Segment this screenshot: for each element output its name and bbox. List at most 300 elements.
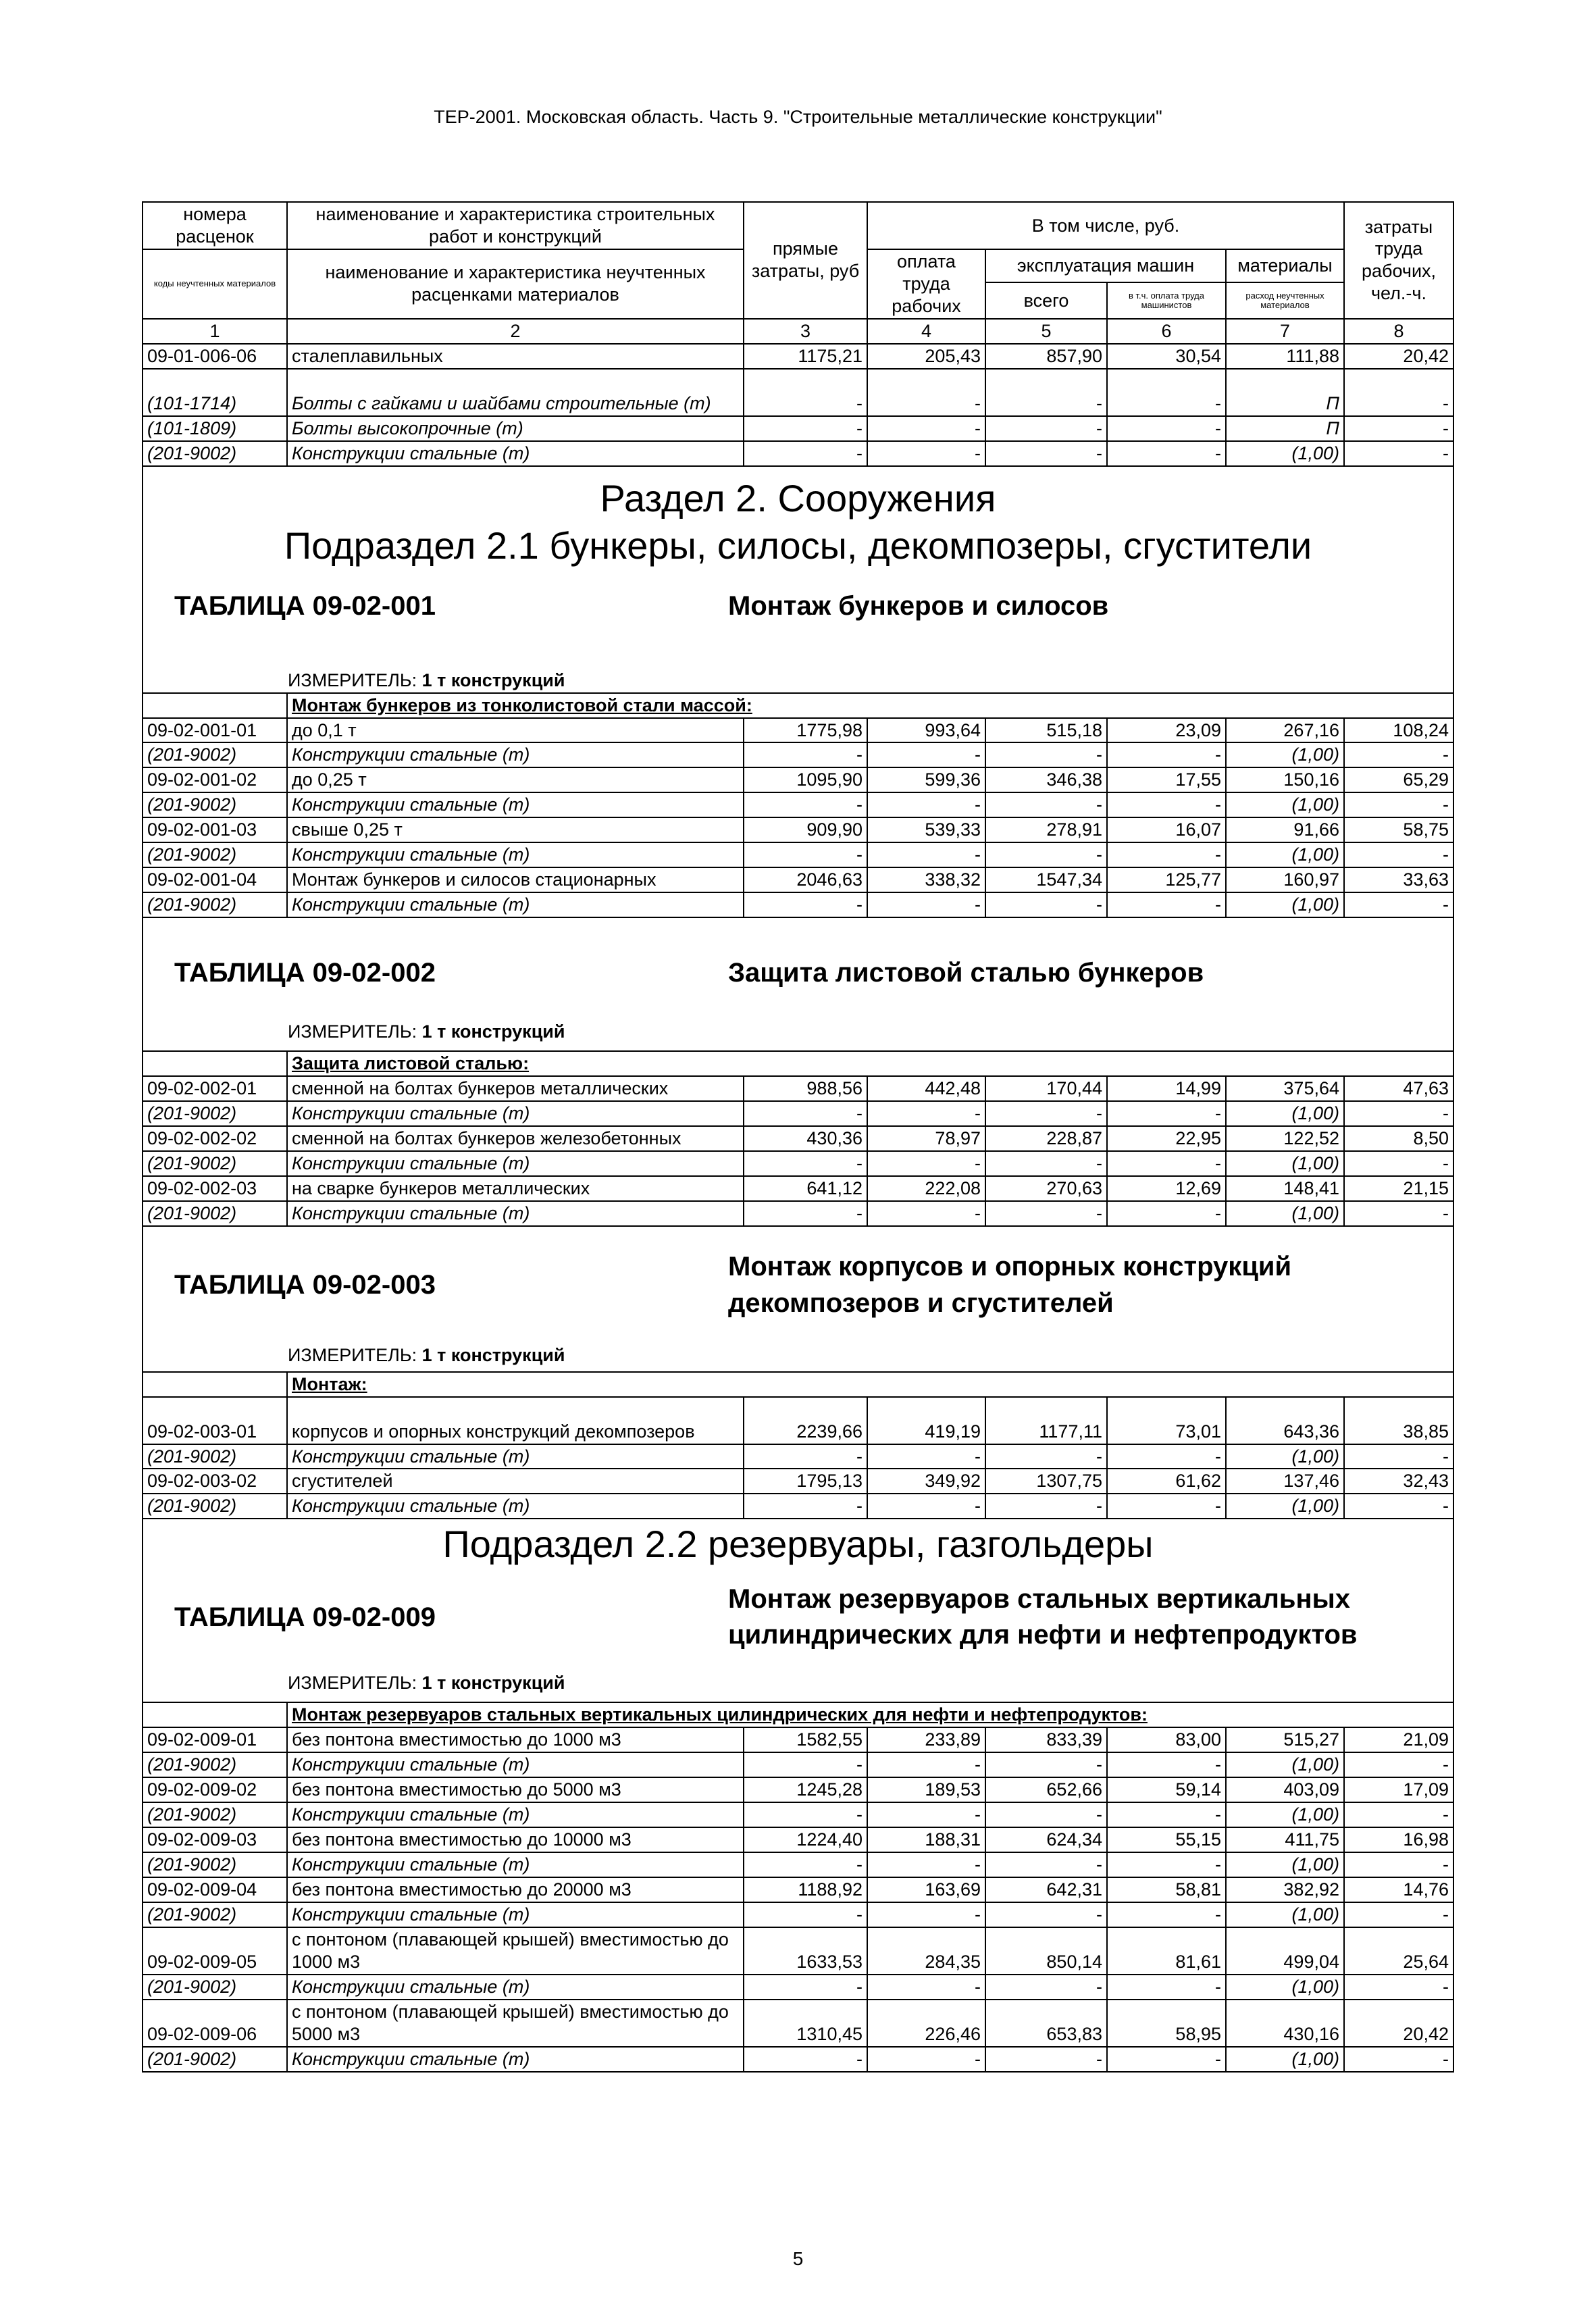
wage-cost: 284,35: [867, 1927, 985, 1975]
wage-cost: -: [867, 1494, 985, 1519]
labor-hours: 17,09: [1344, 1777, 1453, 1802]
machinists-wage: 55,15: [1107, 1827, 1226, 1852]
group-title: Защита листовой сталью:: [287, 1051, 1453, 1076]
table-description: Защита листовой сталью бункеров: [728, 957, 1204, 988]
price-table-body: [143, 202, 1453, 2072]
meter: [143, 1019, 1453, 1044]
direct-cost: -: [744, 2047, 867, 2072]
labor-hours: -: [1344, 416, 1453, 441]
header-materials: материалы: [1226, 249, 1344, 282]
machines-total: -: [985, 1151, 1107, 1176]
machines-total: 270,63: [985, 1176, 1107, 1201]
labor-hours: 20,42: [1344, 2000, 1453, 2047]
labor-hours: 14,76: [1344, 1877, 1453, 1902]
direct-cost: 430,36: [744, 1126, 867, 1151]
rate-code: 09-02-009-02: [143, 1777, 287, 1802]
machines-total: 1177,11: [985, 1397, 1107, 1444]
machinists-wage: 17,55: [1107, 767, 1226, 792]
materials-cost: 137,46: [1226, 1469, 1344, 1494]
rate-row: [143, 767, 1453, 792]
material-code: (201-9002): [143, 742, 287, 767]
materials-cost: 430,16: [1226, 2000, 1344, 2047]
subsection-title: Подраздел 2.1 бункеры, силосы, декомпозеры, сгустители: [284, 524, 1312, 567]
direct-cost: 1224,40: [744, 1827, 867, 1852]
materials-cost: 91,66: [1226, 817, 1344, 842]
meter-label: ИЗМЕРИТЕЛЬ:: [288, 1021, 417, 1042]
materials-cost: (1,00): [1226, 1752, 1344, 1777]
column-number: 1: [143, 319, 287, 344]
machines-total: 170,44: [985, 1076, 1107, 1101]
material-name: Конструкции стальные (т): [287, 1494, 744, 1519]
materials-cost: (1,00): [1226, 1802, 1344, 1827]
work-name: с понтоном (плавающей крышей) вместимостью до 1000 м3: [287, 1927, 744, 1975]
rate-code: 09-02-001-03: [143, 817, 287, 842]
rate-row: [143, 2000, 1453, 2047]
materials-cost: 499,04: [1226, 1927, 1344, 1975]
work-name: корпусов и опорных конструкций декомпозеров: [287, 1397, 744, 1444]
materials-cost: 643,36: [1226, 1397, 1344, 1444]
machines-total: -: [985, 1444, 1107, 1469]
table-block: [143, 1519, 1453, 1702]
table-id: ТАБЛИЦА 09-02-001: [174, 591, 436, 621]
material-row: [143, 1975, 1453, 2000]
machines-total: -: [985, 1201, 1107, 1226]
machinists-wage: -: [1107, 1151, 1226, 1176]
header-labor: затраты труда рабочих, чел.-ч.: [1344, 202, 1453, 319]
material-code: (201-9002): [143, 441, 287, 466]
labor-hours: -: [1344, 1752, 1453, 1777]
section-block: [143, 466, 1453, 693]
machines-total: -: [985, 1494, 1107, 1519]
wage-cost: -: [867, 842, 985, 867]
wage-cost: -: [867, 892, 985, 917]
group-row-blank: [143, 1702, 287, 1727]
direct-cost: -: [744, 1902, 867, 1927]
material-name: Болты высокопрочные (т): [287, 416, 744, 441]
group-title: Монтаж резервуаров стальных вертикальных цилиндрических для нефти и нефтепродуктов:: [287, 1702, 1453, 1727]
column-number: 4: [867, 319, 985, 344]
labor-hours: -: [1344, 2047, 1453, 2072]
machines-total: 653,83: [985, 2000, 1107, 2047]
material-code: (201-9002): [143, 1494, 287, 1519]
material-name: Конструкции стальные (т): [287, 892, 744, 917]
machines-total: -: [985, 842, 1107, 867]
rate-row: [143, 1727, 1453, 1752]
machines-total: -: [985, 1902, 1107, 1927]
material-name: Конструкции стальные (т): [287, 1975, 744, 2000]
machines-total: -: [985, 792, 1107, 817]
material-name: Конструкции стальные (т): [287, 1852, 744, 1877]
labor-hours: 21,15: [1344, 1176, 1453, 1201]
meter-value: 1 т конструкций: [421, 669, 565, 690]
wage-cost: 539,33: [867, 817, 985, 842]
group-row-blank: [143, 1051, 287, 1076]
work-name: без понтона вместимостью до 10000 м3: [287, 1827, 744, 1852]
machines-total: -: [985, 1101, 1107, 1126]
materials-cost: (1,00): [1226, 1975, 1344, 2000]
table-id: ТАБЛИЦА 09-02-009: [174, 1602, 436, 1632]
direct-cost: 1245,28: [744, 1777, 867, 1802]
machinists-wage: 61,62: [1107, 1469, 1226, 1494]
header-name-top: наименование и характеристика строительных работ и конструкций: [287, 202, 744, 249]
labor-hours: 33,63: [1344, 867, 1453, 892]
header-incl: В том числе, руб.: [867, 202, 1344, 249]
material-row: [143, 2047, 1453, 2072]
rate-code: 09-02-003-02: [143, 1469, 287, 1494]
machines-total: -: [985, 742, 1107, 767]
work-name: без понтона вместимостью до 5000 м3: [287, 1777, 744, 1802]
rate-row: [143, 1827, 1453, 1852]
labor-hours: 20,42: [1344, 344, 1453, 369]
rate-row: [143, 867, 1453, 892]
labor-hours: 108,24: [1344, 718, 1453, 743]
rate-row: [143, 718, 1453, 743]
direct-cost: -: [744, 416, 867, 441]
material-code: (201-9002): [143, 1802, 287, 1827]
wage-cost: 189,53: [867, 1777, 985, 1802]
direct-cost: -: [744, 792, 867, 817]
material-row: [143, 1852, 1453, 1877]
labor-hours: 16,98: [1344, 1827, 1453, 1852]
machines-total: 850,14: [985, 1927, 1107, 1975]
machinists-wage: -: [1107, 1201, 1226, 1226]
materials-cost: 150,16: [1226, 767, 1344, 792]
machines-total: -: [985, 441, 1107, 466]
machines-total: 642,31: [985, 1877, 1107, 1902]
section-title: Раздел 2. Сооружения: [600, 476, 996, 519]
rate-row: [143, 1397, 1453, 1444]
meter-label: ИЗМЕРИТЕЛЬ:: [288, 669, 417, 690]
direct-cost: -: [744, 1201, 867, 1226]
direct-cost: 1310,45: [744, 2000, 867, 2047]
table-block: [143, 917, 1453, 1051]
wage-cost: -: [867, 416, 985, 441]
rate-row: [143, 344, 1453, 369]
rate-code: 09-02-002-02: [143, 1126, 287, 1151]
material-row: [143, 792, 1453, 817]
material-code: (201-9002): [143, 1852, 287, 1877]
column-number: 7: [1226, 319, 1344, 344]
header-machines-total: всего: [985, 282, 1107, 318]
wage-cost: 226,46: [867, 2000, 985, 2047]
table-block: [143, 1226, 1453, 1372]
labor-hours: -: [1344, 892, 1453, 917]
machinists-wage: 58,95: [1107, 2000, 1226, 2047]
rate-code: 09-02-009-03: [143, 1827, 287, 1852]
wage-cost: -: [867, 441, 985, 466]
labor-hours: -: [1344, 1201, 1453, 1226]
table-description: Монтаж корпусов и опорных конструкций декомпозеров и сгустителей: [728, 1252, 1292, 1318]
material-code: (201-9002): [143, 1201, 287, 1226]
work-name: сгустителей: [287, 1469, 744, 1494]
column-number-row: [143, 319, 1453, 344]
header-machines-wage: в т.ч. оплата труда машинистов: [1107, 282, 1226, 318]
labor-hours: 47,63: [1344, 1076, 1453, 1101]
column-number: 3: [744, 319, 867, 344]
labor-hours: 21,09: [1344, 1727, 1453, 1752]
work-name: до 0,25 т: [287, 767, 744, 792]
group-row: [143, 1051, 1453, 1076]
header-wage: оплата труда рабочих: [867, 249, 985, 319]
materials-cost: (1,00): [1226, 1151, 1344, 1176]
rate-row: [143, 817, 1453, 842]
table-id: ТАБЛИЦА 09-02-003: [174, 1270, 436, 1300]
machines-total: 624,34: [985, 1827, 1107, 1852]
wage-cost: 188,31: [867, 1827, 985, 1852]
machines-total: -: [985, 1802, 1107, 1827]
column-number: 2: [287, 319, 744, 344]
labor-hours: -: [1344, 1101, 1453, 1126]
work-name: сталеплавильных: [287, 344, 744, 369]
materials-cost: (1,00): [1226, 792, 1344, 817]
labor-hours: 32,43: [1344, 1469, 1453, 1494]
machinists-wage: -: [1107, 441, 1226, 466]
rate-row: [143, 1176, 1453, 1201]
labor-hours: -: [1344, 742, 1453, 767]
material-code: (201-9002): [143, 2047, 287, 2072]
labor-hours: -: [1344, 369, 1453, 416]
wage-cost: -: [867, 1752, 985, 1777]
machinists-wage: -: [1107, 1802, 1226, 1827]
rate-code: 09-02-001-04: [143, 867, 287, 892]
table-title: [143, 955, 1204, 991]
wage-cost: -: [867, 742, 985, 767]
group-row: [143, 1702, 1453, 1727]
materials-cost: П: [1226, 369, 1344, 416]
subsection-title: Подраздел 2.2 резервуары, газгольдеры: [442, 1523, 1154, 1566]
material-name: Конструкции стальные (т): [287, 441, 744, 466]
materials-cost: (1,00): [1226, 1201, 1344, 1226]
rate-row: [143, 1126, 1453, 1151]
group-title: Монтаж бункеров из тонколистовой стали массой:: [287, 693, 1453, 718]
header-direct: прямые затраты, руб: [744, 202, 867, 319]
materials-cost: 515,27: [1226, 1727, 1344, 1752]
materials-cost: П: [1226, 416, 1344, 441]
wage-cost: -: [867, 1151, 985, 1176]
wage-cost: 233,89: [867, 1727, 985, 1752]
machinists-wage: 16,07: [1107, 817, 1226, 842]
wage-cost: -: [867, 1975, 985, 2000]
wage-cost: 419,19: [867, 1397, 985, 1444]
table-block-cell: [143, 1226, 1453, 1372]
header-code-bottom: коды неучтенных материалов: [143, 249, 287, 319]
wage-cost: -: [867, 1101, 985, 1126]
rate-code: 09-02-002-03: [143, 1176, 287, 1201]
direct-cost: -: [744, 1752, 867, 1777]
machinists-wage: 14,99: [1107, 1076, 1226, 1101]
wage-cost: -: [867, 1444, 985, 1469]
work-name: без понтона вместимостью до 1000 м3: [287, 1727, 744, 1752]
materials-cost: (1,00): [1226, 842, 1344, 867]
material-row: [143, 742, 1453, 767]
materials-cost: 160,97: [1226, 867, 1344, 892]
materials-cost: (1,00): [1226, 1444, 1344, 1469]
material-row: [143, 369, 1453, 416]
machinists-wage: 81,61: [1107, 1927, 1226, 1975]
table-block-cell: [143, 917, 1453, 1051]
meter: [143, 1671, 1453, 1695]
work-name: Монтаж бункеров и силосов стационарных: [287, 867, 744, 892]
materials-cost: 403,09: [1226, 1777, 1344, 1802]
direct-cost: 1188,92: [744, 1877, 867, 1902]
column-number: 5: [985, 319, 1107, 344]
group-row: [143, 1372, 1453, 1397]
material-row: [143, 1802, 1453, 1827]
wage-cost: -: [867, 2047, 985, 2072]
materials-cost: 375,64: [1226, 1076, 1344, 1101]
machinists-wage: 59,14: [1107, 1777, 1226, 1802]
labor-hours: 8,50: [1344, 1126, 1453, 1151]
rate-code: 09-02-003-01: [143, 1397, 287, 1444]
material-name: Конструкции стальные (т): [287, 1201, 744, 1226]
labor-hours: -: [1344, 842, 1453, 867]
rate-code: 09-02-009-01: [143, 1727, 287, 1752]
work-name: до 0,1 т: [287, 718, 744, 743]
table-block-cell: [143, 1519, 1453, 1702]
direct-cost: 1175,21: [744, 344, 867, 369]
rate-code: 09-02-009-05: [143, 1927, 287, 1975]
machinists-wage: 22,95: [1107, 1126, 1226, 1151]
material-row: [143, 842, 1453, 867]
material-name: Конструкции стальные (т): [287, 1101, 744, 1126]
machinists-wage: -: [1107, 742, 1226, 767]
material-row: [143, 416, 1453, 441]
machines-total: 346,38: [985, 767, 1107, 792]
table-title: [143, 1581, 1453, 1653]
material-row: [143, 1151, 1453, 1176]
direct-cost: 641,12: [744, 1176, 867, 1201]
wage-cost: 599,36: [867, 767, 985, 792]
machines-total: 278,91: [985, 817, 1107, 842]
direct-cost: -: [744, 369, 867, 416]
table-description: Монтаж бункеров и силосов: [728, 590, 1109, 621]
materials-cost: (1,00): [1226, 1902, 1344, 1927]
material-code: (101-1809): [143, 416, 287, 441]
work-name: на сварке бункеров металлических: [287, 1176, 744, 1201]
meter-label: ИЗМЕРИТЕЛЬ:: [288, 1673, 417, 1694]
rate-code: 09-02-001-02: [143, 767, 287, 792]
material-name: Конструкции стальные (т): [287, 1802, 744, 1827]
labor-hours: -: [1344, 1444, 1453, 1469]
materials-cost: (1,00): [1226, 1494, 1344, 1519]
machinists-wage: -: [1107, 369, 1226, 416]
material-code: (201-9002): [143, 1975, 287, 2000]
table-description: Монтаж резервуаров стальных вертикальных цилиндрических для нефти и нефтепродуктов: [728, 1584, 1358, 1650]
direct-cost: 2239,66: [744, 1397, 867, 1444]
machinists-wage: -: [1107, 1975, 1226, 2000]
direct-cost: -: [744, 1151, 867, 1176]
materials-cost: (1,00): [1226, 1101, 1344, 1126]
group-row-blank: [143, 693, 287, 718]
materials-cost: 267,16: [1226, 718, 1344, 743]
wage-cost: 338,32: [867, 867, 985, 892]
machines-total: -: [985, 1975, 1107, 2000]
direct-cost: -: [744, 1494, 867, 1519]
direct-cost: -: [744, 892, 867, 917]
wage-cost: -: [867, 1852, 985, 1877]
work-name: свыше 0,25 т: [287, 817, 744, 842]
meter: [143, 1343, 1453, 1367]
material-row: [143, 1752, 1453, 1777]
machinists-wage: 30,54: [1107, 344, 1226, 369]
meter-value: 1 т конструкций: [421, 1673, 565, 1694]
rate-row: [143, 1877, 1453, 1902]
material-name: Конструкции стальные (т): [287, 2047, 744, 2072]
material-row: [143, 1444, 1453, 1469]
machinists-wage: 58,81: [1107, 1877, 1226, 1902]
material-row: [143, 1902, 1453, 1927]
machinists-wage: -: [1107, 892, 1226, 917]
materials-cost: 148,41: [1226, 1176, 1344, 1201]
material-row: [143, 1201, 1453, 1226]
material-code: (201-9002): [143, 842, 287, 867]
direct-cost: -: [744, 441, 867, 466]
machinists-wage: -: [1107, 1752, 1226, 1777]
machinists-wage: 12,69: [1107, 1176, 1226, 1201]
material-code: (201-9002): [143, 1444, 287, 1469]
direct-cost: -: [744, 742, 867, 767]
header-machines: эксплуатация машин: [985, 249, 1226, 282]
direct-cost: 988,56: [744, 1076, 867, 1101]
wage-cost: 442,48: [867, 1076, 985, 1101]
direct-cost: 1095,90: [744, 767, 867, 792]
material-code: (201-9002): [143, 1752, 287, 1777]
materials-cost: (1,00): [1226, 441, 1344, 466]
wage-cost: 222,08: [867, 1176, 985, 1201]
direct-cost: -: [744, 1852, 867, 1877]
labor-hours: 25,64: [1344, 1927, 1453, 1975]
direct-cost: -: [744, 1101, 867, 1126]
direct-cost: -: [744, 1802, 867, 1827]
header-materials-sub: расход неучтенных материалов: [1226, 282, 1344, 318]
wage-cost: 993,64: [867, 718, 985, 743]
materials-cost: (1,00): [1226, 742, 1344, 767]
machinists-wage: -: [1107, 1444, 1226, 1469]
material-row: [143, 892, 1453, 917]
material-row: [143, 1494, 1453, 1519]
materials-cost: 122,52: [1226, 1126, 1344, 1151]
material-name: Болты с гайками и шайбами строительные (т): [287, 369, 744, 416]
meter-label: ИЗМЕРИТЕЛЬ:: [288, 1344, 417, 1365]
section-block-cell: [143, 466, 1453, 693]
machines-total: 1307,75: [985, 1469, 1107, 1494]
machines-total: -: [985, 892, 1107, 917]
materials-cost: (1,00): [1226, 1852, 1344, 1877]
rate-code: 09-02-009-06: [143, 2000, 287, 2047]
wage-cost: -: [867, 1902, 985, 1927]
machinists-wage: -: [1107, 2047, 1226, 2072]
work-name: без понтона вместимостью до 20000 м3: [287, 1877, 744, 1902]
wage-cost: -: [867, 1802, 985, 1827]
header-code-top: номера расценок: [143, 202, 287, 249]
labor-hours: -: [1344, 441, 1453, 466]
labor-hours: 65,29: [1344, 767, 1453, 792]
machines-total: 652,66: [985, 1777, 1107, 1802]
material-code: (201-9002): [143, 1902, 287, 1927]
labor-hours: -: [1344, 1151, 1453, 1176]
rate-code: 09-02-001-01: [143, 718, 287, 743]
material-code: (201-9002): [143, 1101, 287, 1126]
material-name: Конструкции стальные (т): [287, 1151, 744, 1176]
wage-cost: 349,92: [867, 1469, 985, 1494]
direct-cost: 1775,98: [744, 718, 867, 743]
material-code: (201-9002): [143, 1151, 287, 1176]
machines-total: -: [985, 416, 1107, 441]
page-number: 5: [792, 2248, 804, 2269]
material-row: [143, 441, 1453, 466]
column-number: 6: [1107, 319, 1226, 344]
direct-cost: 1633,53: [744, 1927, 867, 1975]
